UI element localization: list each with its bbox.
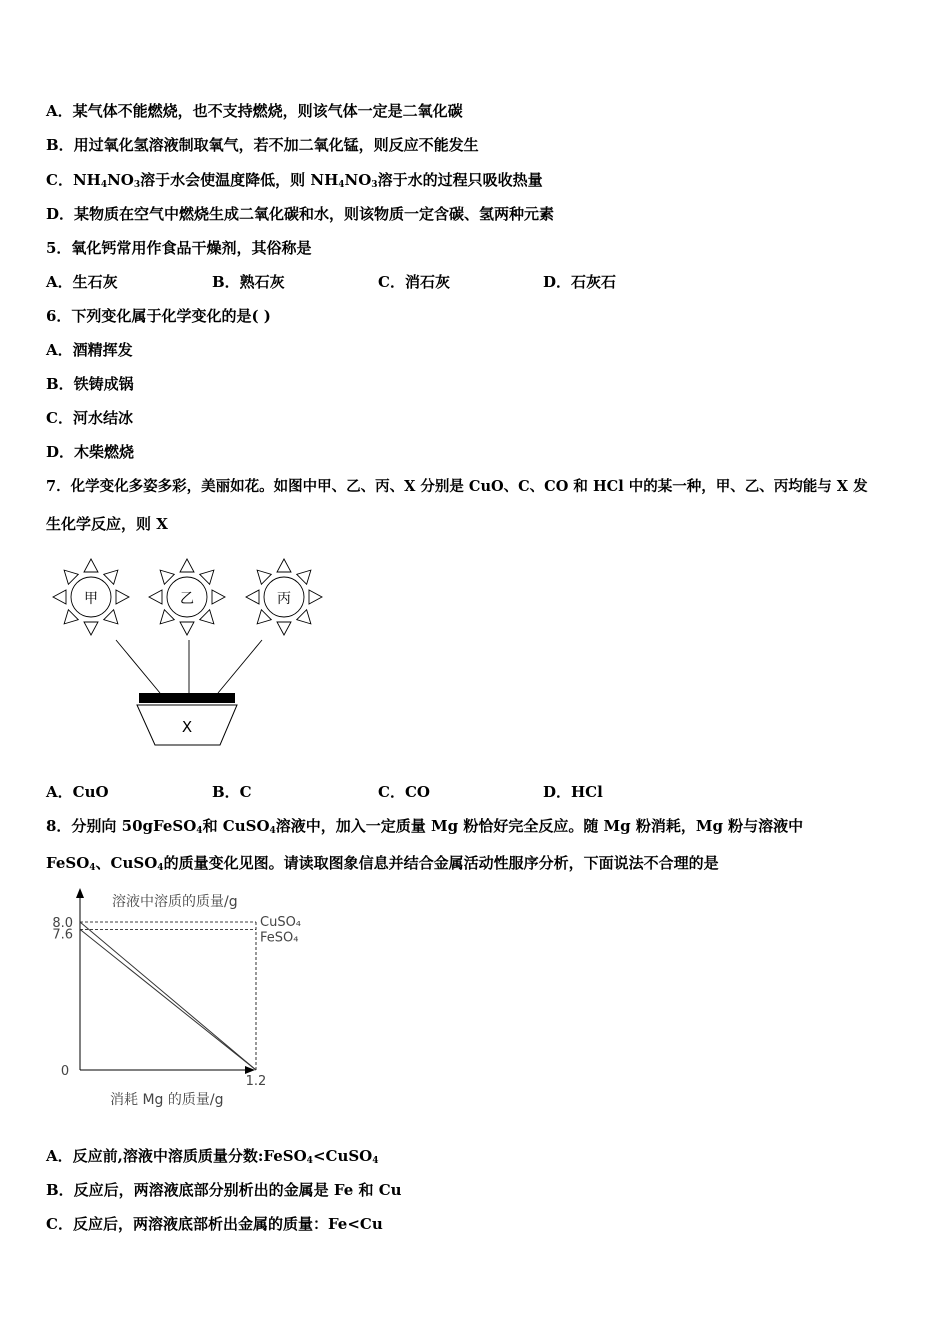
q8-stem-line1: 8．分别向 50gFeSO$_4$和 CuSO$_4$溶液中，加入一定质量 Mg 粉恰好完全反应。随 Mg 粉消耗，Mg 粉与溶液中 xyxy=(46,817,804,836)
q5-stem: 5．氧化钙常用作食品干燥剂，其俗称是 xyxy=(46,239,312,257)
origin-label: 0 xyxy=(60,1064,70,1079)
x-tick-label: 1.2 xyxy=(245,1074,267,1089)
q4-option-d: D．某物质在空气中燃烧生成二氧化碳和水，则该物质一定含碳、氢两种元素 xyxy=(46,205,555,223)
legend-cuso4: CuSO₄ xyxy=(260,915,302,930)
flower-label-bing: 丙 xyxy=(277,591,291,607)
q6-option-d: D．木柴燃烧 xyxy=(46,443,135,461)
flower-petal-yi xyxy=(149,590,162,604)
q7-option-a: A．CuO xyxy=(46,783,109,801)
pot-label: X xyxy=(181,718,193,736)
q8-option-a: A．反应前,溶液中溶质质量分数:FeSO$_4$<CuSO$_4$ xyxy=(46,1147,379,1166)
flower-petal-yi xyxy=(180,622,194,635)
flower-petal-bing xyxy=(257,610,271,624)
flower-petal-bing xyxy=(297,610,311,624)
flower-petal-jia xyxy=(104,610,118,624)
q7-option-d: D．HCl xyxy=(543,783,603,801)
q5-option-a: A．生石灰 xyxy=(46,273,118,291)
flower-petal-jia xyxy=(64,570,78,584)
y-axis-label: 溶液中溶质的质量/g xyxy=(112,894,238,910)
flower-petal-yi xyxy=(160,610,174,624)
y-tick-label: 7.6 xyxy=(52,927,73,943)
flower-label-yi: 乙 xyxy=(180,591,194,607)
flower-petal-jia xyxy=(104,570,118,584)
flower-petal-bing xyxy=(297,570,311,584)
q6-option-b: B．铁铸成锅 xyxy=(46,375,134,393)
flower-petal-bing xyxy=(277,559,291,572)
flower-petal-jia xyxy=(53,590,66,604)
q8-stem-line2: FeSO$_4$、CuSO$_4$的质量变化见图。请读取图象信息并结合金属活动性服序分析，下面说法不合理的是 xyxy=(46,854,719,873)
q4-option-c: C．$NH_4NO_3$溶于水会使温度降低，则 $NH_4NO_3$溶于水的过程只吸收热量 xyxy=(46,171,543,190)
q5-option-c: C．消石灰 xyxy=(378,273,450,291)
q6-option-a: A．酒精挥发 xyxy=(46,341,133,359)
flower-petal-jia xyxy=(84,622,98,635)
flower-petal-yi xyxy=(180,559,194,572)
q5-option-b: B．熟石灰 xyxy=(212,273,285,291)
q8-option-c: C．反应后，两溶液底部析出金属的质量：Fe<Cu xyxy=(46,1215,383,1233)
flower-petal-bing xyxy=(246,590,259,604)
pot-rim xyxy=(139,693,235,703)
q4-option-a: A．某气体不能燃烧，也不支持燃烧，则该气体一定是二氧化碳 xyxy=(46,102,463,120)
q7-option-c: C．CO xyxy=(378,783,430,801)
flower-petal-yi xyxy=(160,570,174,584)
q6-option-c: C．河水结冰 xyxy=(46,409,133,427)
q8-mass-chart xyxy=(40,884,302,1114)
flower-petal-yi xyxy=(200,610,214,624)
flower-petal-bing xyxy=(277,622,291,635)
flower-petal-jia xyxy=(64,610,78,624)
x-axis-label: 消耗 Mg 的质量/g xyxy=(110,1092,224,1108)
y-axis-arrow xyxy=(76,888,84,898)
x-axis-arrow xyxy=(245,1066,255,1074)
flower-petal-yi xyxy=(212,590,225,604)
q7-stem-line1: 7．化学变化多姿多彩，美丽如花。如图中甲、乙、丙、X 分别是 CuO、C、CO 和 HCl 中的某一种，甲、乙、丙均能与 X 发 xyxy=(46,478,868,495)
flower-petal-bing xyxy=(257,570,271,584)
q7-stem-line2: 生化学反应，则 X xyxy=(46,515,168,533)
flower-petal-jia xyxy=(84,559,98,572)
flower-petal-yi xyxy=(200,570,214,584)
legend-feso4: FeSO₄ xyxy=(260,930,299,946)
series-line-cuso4 xyxy=(80,922,256,1070)
y-tick-label: 8.0 xyxy=(52,916,73,931)
q5-option-d: D．石灰石 xyxy=(543,273,617,291)
q7-option-b: B．C xyxy=(212,783,252,801)
q7-flower-figure xyxy=(40,548,340,753)
q8-option-b: B．反应后，两溶液底部分别析出的金属是 Fe 和 Cu xyxy=(46,1181,402,1199)
q4-option-b: B．用过氧化氢溶液制取氧气，若不加二氧化锰，则反应不能发生 xyxy=(46,136,479,154)
flower-petal-jia xyxy=(116,590,129,604)
flower-petal-bing xyxy=(309,590,322,604)
flower-label-jia: 甲 xyxy=(84,591,98,607)
series-line-feso4 xyxy=(80,929,256,1070)
q6-stem: 6．下列变化属于化学变化的是( ) xyxy=(46,307,271,325)
